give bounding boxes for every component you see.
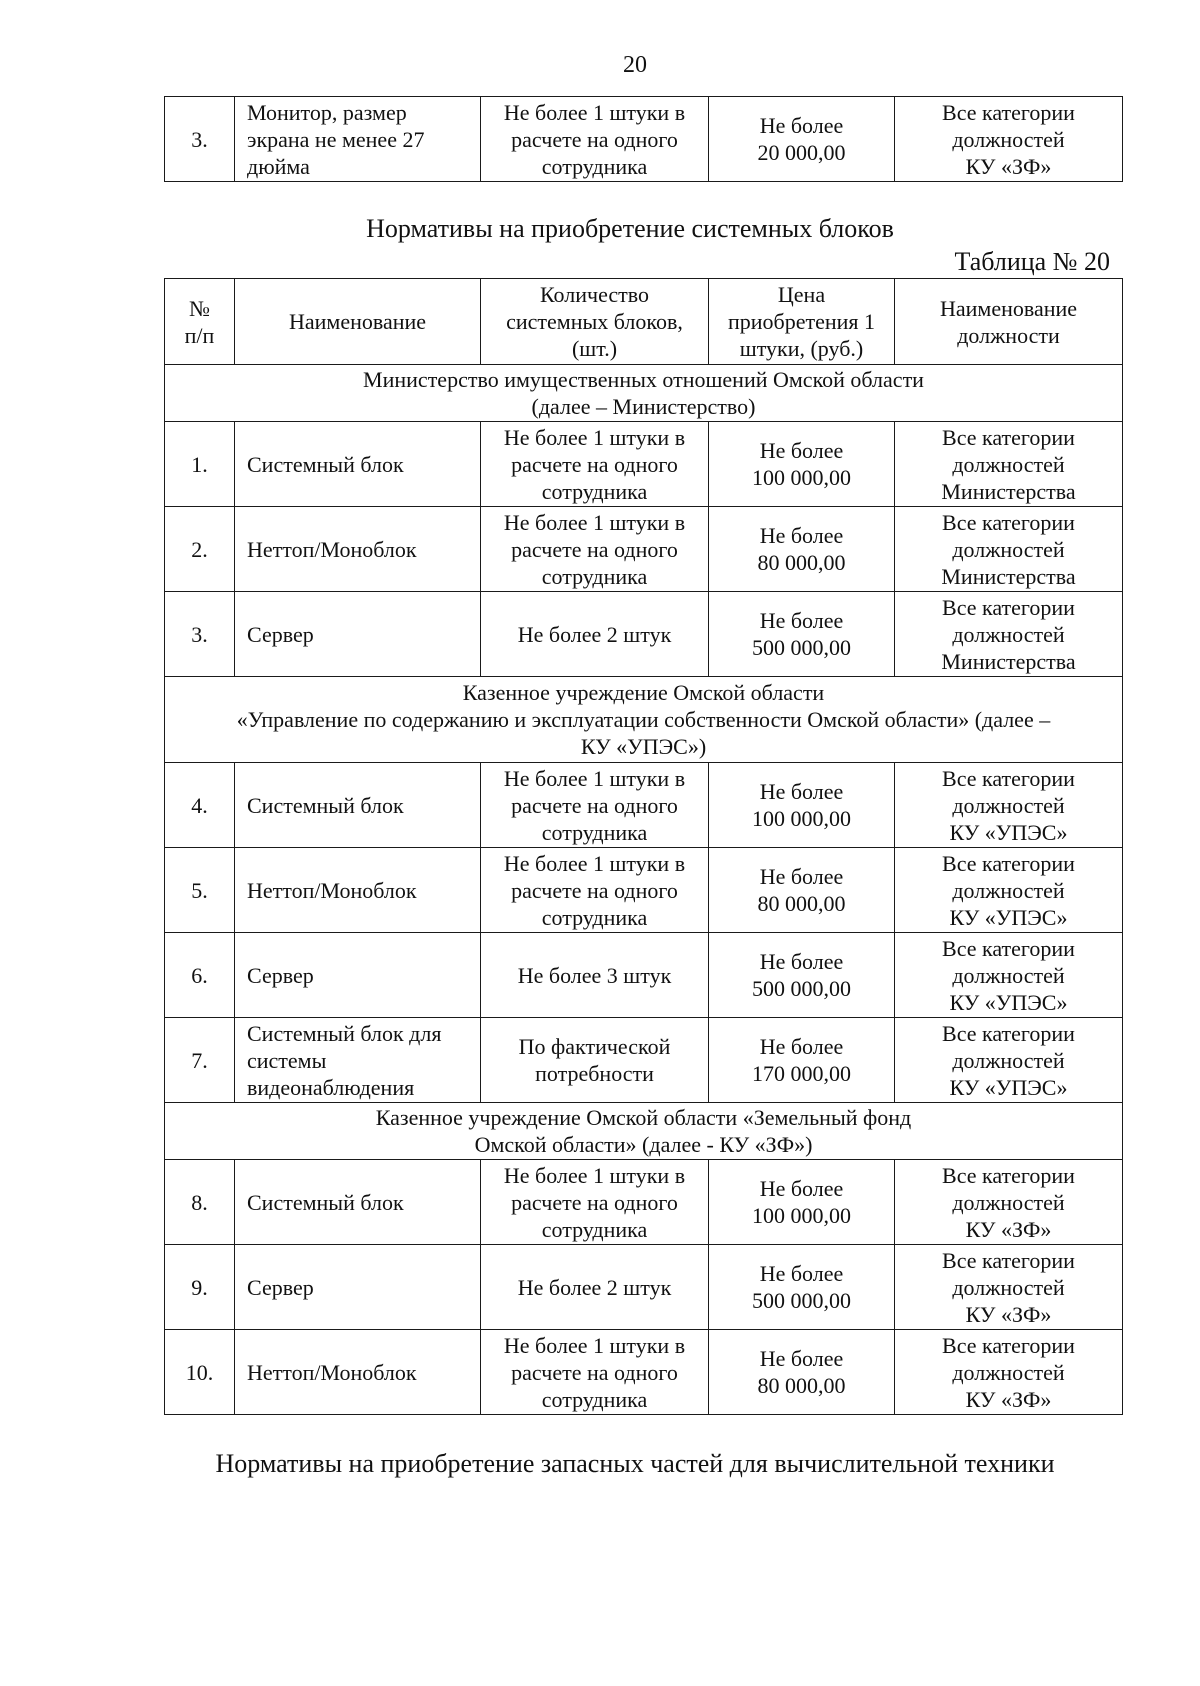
cell-line: должностей (952, 451, 1065, 477)
cell-line: КУ «УПЭС») (580, 734, 707, 759)
cell-line: КУ «УПЭС» (949, 819, 1068, 845)
cell-line: расчете на одного (511, 1189, 678, 1215)
cell-line: расчете на одного (511, 1359, 678, 1385)
cell-line: 500 000,00 (752, 1288, 851, 1313)
cell-line: расчете на одного (511, 877, 678, 903)
item-quantity (481, 1245, 709, 1330)
cell-line: 100 000,00 (752, 1203, 851, 1228)
cell-line: 80 000,00 (757, 550, 846, 575)
cell-line: должностей (952, 536, 1065, 562)
table-row (165, 1330, 1123, 1415)
cell-line: сотрудника (541, 1386, 648, 1412)
cell-line: КУ «ЗФ» (965, 1386, 1052, 1412)
item-quantity (481, 1160, 709, 1245)
cell-line: Неттоп/Моноблок (247, 1359, 417, 1385)
cell-line: дюйма (247, 153, 310, 179)
cell-line: расчете на одного (511, 536, 678, 562)
item-quantity (481, 1330, 709, 1415)
row-number: 2. (165, 507, 235, 592)
item-name (235, 1245, 481, 1330)
header-price (709, 279, 895, 365)
cell-line: должностей (952, 621, 1065, 647)
table-number-label: Таблица № 20 (954, 247, 1110, 276)
item-price (709, 1245, 895, 1330)
cell-line: Не более (759, 1176, 844, 1201)
row-number: 3. (165, 592, 235, 677)
item-positions (895, 933, 1123, 1018)
item-positions (895, 507, 1123, 592)
group-title (165, 677, 1123, 763)
cell-line: Все категории (942, 1020, 1075, 1046)
table-row (165, 422, 1123, 507)
cell-line: должностей (952, 126, 1065, 152)
cell-line: Неттоп/Моноблок (247, 536, 417, 562)
cell-line: КУ «ЗФ» (965, 1216, 1052, 1242)
cell-line: Не более (759, 1346, 844, 1371)
cell-line: Системный блок для (247, 1020, 442, 1046)
cell-line: Не более (759, 1261, 844, 1286)
cell-line: сотрудника (541, 478, 648, 504)
item-price (709, 848, 895, 933)
cell-line: Сервер (247, 1274, 314, 1300)
cell-line: № (189, 295, 210, 321)
cell-line: По фактической (518, 1034, 671, 1059)
cell-line: Не более (759, 1034, 844, 1059)
cell-line: Не более 1 штуки в (503, 765, 686, 791)
cell-line: (шт.) (571, 336, 618, 361)
table-row (165, 97, 1123, 182)
group-title (165, 1103, 1123, 1160)
cell-line: Министерства (941, 478, 1076, 504)
continued-table (164, 96, 1123, 182)
header-qty (481, 279, 709, 365)
cell-line: Не более (759, 949, 844, 974)
item-quantity (481, 848, 709, 933)
item-positions (895, 1018, 1123, 1103)
item-name (235, 848, 481, 933)
cell-line: Сервер (247, 962, 314, 988)
system-units-table (164, 278, 1123, 1415)
cell-line: должностей (952, 792, 1065, 818)
item-name (235, 1160, 481, 1245)
cell-line: должностей (952, 877, 1065, 903)
cell-line: Все категории (942, 1162, 1075, 1188)
cell-line: Все категории (942, 1332, 1075, 1358)
cell-line: Неттоп/Моноблок (247, 877, 417, 903)
item-quantity (481, 592, 709, 677)
cell-line: 500 000,00 (752, 976, 851, 1001)
cell-line: должности (957, 322, 1060, 348)
row-number: 10. (165, 1330, 235, 1415)
item-quantity (481, 763, 709, 848)
cell-line: сотрудника (541, 563, 648, 589)
item-price (709, 1160, 895, 1245)
row-number: 3. (165, 97, 235, 182)
item-price (709, 97, 895, 182)
cell-line: п/п (184, 322, 215, 348)
item-positions (895, 848, 1123, 933)
cell-line: Не более 1 штуки в (503, 850, 686, 876)
cell-line: Системный блок (247, 792, 404, 818)
cell-line: Наименование (288, 309, 427, 334)
table-row (165, 507, 1123, 592)
cell-line: штуки, (руб.) (739, 336, 864, 361)
cell-line: Не более (759, 608, 844, 633)
cell-line: Все категории (942, 850, 1075, 876)
item-positions (895, 1245, 1123, 1330)
item-price (709, 763, 895, 848)
cell-line: 80 000,00 (757, 891, 846, 916)
table-row (165, 933, 1123, 1018)
cell-line: КУ «УПЭС» (949, 989, 1068, 1015)
item-name (235, 592, 481, 677)
cell-line: Не более 2 штук (517, 1274, 672, 1300)
item-quantity (481, 933, 709, 1018)
cell-line: Все категории (942, 935, 1075, 961)
item-positions (895, 763, 1123, 848)
cell-line: Все категории (942, 424, 1075, 450)
cell-line: Не более (759, 523, 844, 548)
cell-line: 20 000,00 (757, 140, 846, 165)
item-quantity (481, 422, 709, 507)
row-number: 7. (165, 1018, 235, 1103)
table-row (165, 848, 1123, 933)
cell-line: Цена (777, 282, 826, 307)
cell-line: сотрудника (541, 904, 648, 930)
cell-line: Не более 3 штук (517, 962, 672, 988)
header-position (895, 279, 1123, 365)
item-name (235, 422, 481, 507)
group-header-row (165, 1103, 1123, 1160)
cell-line: Все категории (942, 99, 1075, 125)
cell-line: экрана не менее 27 (247, 126, 425, 152)
item-quantity (481, 1018, 709, 1103)
cell-line: сотрудника (541, 1216, 648, 1242)
cell-line: Не более (759, 779, 844, 804)
item-price (709, 933, 895, 1018)
cell-line: Министерства (941, 563, 1076, 589)
table-header-row (165, 279, 1123, 365)
table-row (165, 1160, 1123, 1245)
cell-line: КУ «ЗФ» (965, 153, 1052, 179)
cell-line: Не более 1 штуки в (503, 99, 686, 125)
item-price (709, 1330, 895, 1415)
cell-line: Все категории (942, 1247, 1075, 1273)
cell-line: должностей (952, 962, 1065, 988)
cell-line: расчете на одного (511, 126, 678, 152)
table-row (165, 1245, 1123, 1330)
cell-line: расчете на одного (511, 451, 678, 477)
item-name (235, 507, 481, 592)
cell-line: Не более (759, 864, 844, 889)
table-row (165, 592, 1123, 677)
cell-line: Министерства (941, 648, 1076, 674)
cell-line: сотрудника (541, 153, 648, 179)
cell-line: Все категории (942, 594, 1075, 620)
cell-line: Количество (539, 282, 650, 307)
item-name (235, 1018, 481, 1103)
cell-line: Монитор, размер (247, 99, 407, 125)
item-positions (895, 1160, 1123, 1245)
cell-line: 100 000,00 (752, 806, 851, 831)
cell-line: Казенное учреждение Омской области (462, 680, 825, 705)
cell-line: Не более 1 штуки в (503, 1332, 686, 1358)
item-quantity (481, 97, 709, 182)
row-number: 5. (165, 848, 235, 933)
cell-line: Не более 1 штуки в (503, 1162, 686, 1188)
cell-line: должностей (952, 1189, 1065, 1215)
section-title-system-units: Нормативы на приобретение системных блоков (366, 214, 894, 243)
item-positions (895, 97, 1123, 182)
cell-line: Не более 1 штуки в (503, 424, 686, 450)
cell-line: должностей (952, 1359, 1065, 1385)
header-num (165, 279, 235, 365)
item-price (709, 507, 895, 592)
cell-line: Не более 1 штуки в (503, 509, 686, 535)
item-positions (895, 422, 1123, 507)
cell-line: Наименование (939, 295, 1078, 321)
row-number: 6. (165, 933, 235, 1018)
item-name (235, 97, 481, 182)
cell-line: 100 000,00 (752, 465, 851, 490)
item-positions (895, 1330, 1123, 1415)
cell-line: КУ «УПЭС» (949, 904, 1068, 930)
row-number: 9. (165, 1245, 235, 1330)
cell-line: 170 000,00 (752, 1061, 851, 1086)
cell-line: Не более 2 штук (517, 621, 672, 647)
row-number: 4. (165, 763, 235, 848)
cell-line: системы (247, 1047, 327, 1073)
cell-line: Омской области» (далее - КУ «ЗФ») (474, 1132, 813, 1157)
cell-line: Системный блок (247, 1189, 404, 1215)
cell-line: КУ «ЗФ» (965, 1301, 1052, 1327)
cell-line: (далее – Министерство) (531, 394, 756, 419)
cell-line: Все категории (942, 509, 1075, 535)
cell-line: Все категории (942, 765, 1075, 791)
group-header-row (165, 677, 1123, 763)
cell-line: расчете на одного (511, 792, 678, 818)
item-name (235, 1330, 481, 1415)
cell-line: видеонаблюдения (247, 1074, 415, 1100)
cell-line: Не более (759, 438, 844, 463)
cell-line: Казенное учреждение Омской области «Земельный фонд (375, 1105, 912, 1130)
row-number: 1. (165, 422, 235, 507)
cell-line: Системный блок (247, 451, 404, 477)
item-positions (895, 592, 1123, 677)
item-price (709, 1018, 895, 1103)
cell-line: системных блоков, (506, 309, 683, 334)
table-row (165, 1018, 1123, 1103)
cell-line: 500 000,00 (752, 635, 851, 660)
row-number: 8. (165, 1160, 235, 1245)
header-name (235, 279, 481, 365)
item-name (235, 763, 481, 848)
cell-line: «Управление по содержанию и эксплуатации собственности Омской области» (далее – (236, 707, 1051, 732)
cell-line: Министерство имущественных отношений Омской области (363, 367, 924, 392)
cell-line: потребности (535, 1061, 654, 1086)
cell-line: Сервер (247, 621, 314, 647)
group-title (165, 365, 1123, 422)
cell-line: должностей (952, 1274, 1065, 1300)
group-header-row (165, 365, 1123, 422)
cell-line: 80 000,00 (757, 1373, 846, 1398)
item-price (709, 422, 895, 507)
page-number: 20 (623, 52, 647, 78)
item-quantity (481, 507, 709, 592)
cell-line: должностей (952, 1047, 1065, 1073)
cell-line: КУ «УПЭС» (949, 1074, 1068, 1100)
cell-line: приобретения 1 (727, 309, 876, 334)
table-row (165, 763, 1123, 848)
item-price (709, 592, 895, 677)
cell-line: Не более (759, 113, 844, 138)
section-title-spare-parts: Нормативы на приобретение запасных частей для вычислительной техники (215, 1449, 1055, 1478)
item-name (235, 933, 481, 1018)
cell-line: сотрудника (541, 819, 648, 845)
